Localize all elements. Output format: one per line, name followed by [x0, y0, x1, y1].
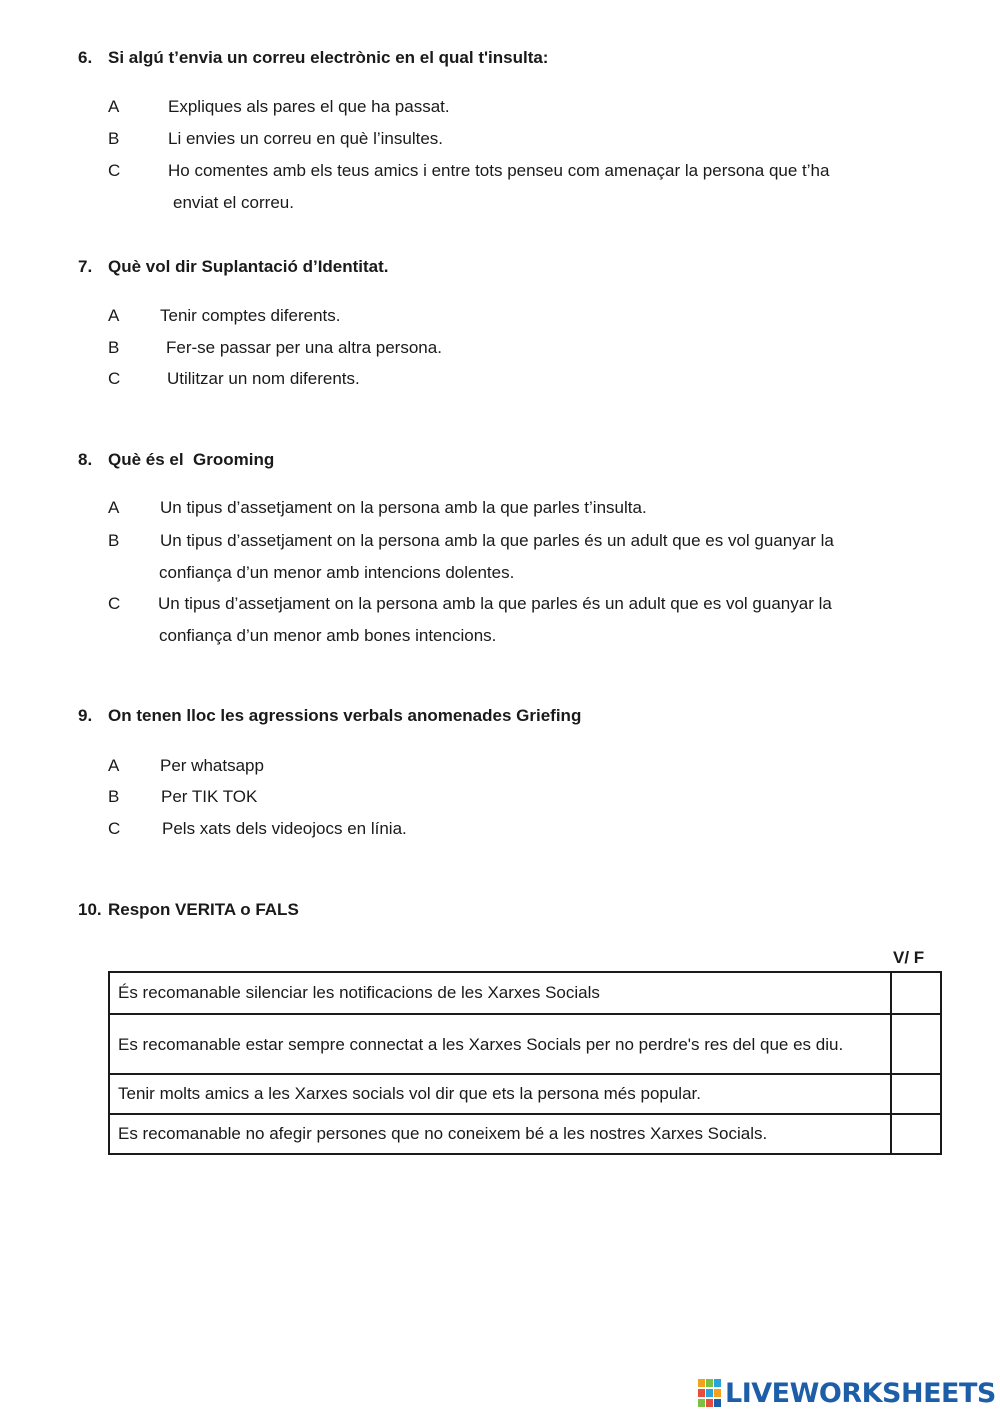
statement-cell: És recomanable silenciar les notificacions de les Xarxes Socials: [109, 972, 891, 1014]
option-text: Expliques als pares el que ha passat.: [168, 97, 450, 116]
question-number: 10.: [78, 900, 102, 919]
table-row: [109, 1114, 941, 1154]
option-text: Un tipus d’assetjament on la persona amb la que parles t’insulta.: [160, 498, 647, 517]
option-text: Un tipus d’assetjament on la persona amb la que parles és un adult que es vol guanyar la: [158, 594, 832, 613]
question-10-title: [78, 900, 299, 920]
option-letter: A: [108, 756, 120, 775]
option-text: Un tipus d’assetjament on la persona amb la que parles és un adult que es vol guanyar la: [160, 531, 834, 550]
option-letter: A: [108, 306, 120, 325]
logo-text: LIVEWORKSHEETS: [725, 1377, 996, 1409]
true-false-table: [108, 971, 942, 1155]
option-text-continued: confiança d’un menor amb bones intencions.: [159, 626, 497, 645]
option-text: Fer-se passar per una altra persona.: [166, 338, 442, 357]
option-text: Utilitzar un nom diferents.: [167, 369, 360, 388]
option-text: Per whatsapp: [160, 756, 264, 775]
statement-cell: Tenir molts amics a les Xarxes socials vol dir que ets la persona més popular.: [109, 1074, 891, 1114]
option-letter: B: [108, 531, 120, 550]
question-7-title: [78, 257, 389, 277]
option-letter: B: [108, 787, 120, 806]
question-6-title: [78, 48, 548, 68]
question-text: Si algú t’envia un correu electrònic en el qual t'insulta:: [108, 48, 549, 67]
statement-cell: Es recomanable estar sempre connectat a les Xarxes Socials per no perdre's res del que es diu.: [109, 1014, 891, 1074]
table-row: [109, 1014, 941, 1074]
question-number: 6.: [78, 48, 93, 67]
table-row: [109, 1074, 941, 1114]
question-text: On tenen lloc les agressions verbals anomenades Griefing: [108, 706, 582, 725]
option-text: Ho comentes amb els teus amics i entre tots penseu com amenaçar la persona que t’ha: [168, 161, 830, 180]
table-row: [109, 972, 941, 1014]
option-text-continued: confiança d’un menor amb intencions dolentes.: [159, 563, 515, 582]
question-number: 7.: [78, 257, 93, 276]
question-number: 8.: [78, 450, 93, 469]
answer-cell[interactable]: [891, 1014, 941, 1074]
option-letter: C: [108, 594, 121, 613]
option-letter: B: [108, 338, 120, 357]
statement-cell: Es recomanable no afegir persones que no coneixem bé a les nostres Xarxes Socials.: [109, 1114, 891, 1154]
question-text: Què és el Grooming: [108, 450, 275, 469]
option-letter: C: [108, 369, 121, 388]
option-letter: C: [108, 819, 121, 838]
option-text: Li envies un correu en què l’insultes.: [168, 129, 443, 148]
question-8-title: [78, 450, 274, 470]
liveworksheets-logo[interactable]: [698, 1377, 996, 1409]
liveworksheets-logo-icon: [698, 1379, 722, 1407]
option-letter: B: [108, 129, 120, 148]
question-text: Què vol dir Suplantació d’Identitat.: [108, 257, 389, 276]
option-text: Tenir comptes diferents.: [160, 306, 341, 325]
option-text: Pels xats dels videojocs en línia.: [162, 819, 407, 838]
option-text: Per TIK TOK: [161, 787, 258, 806]
question-text: Respon VERITA o FALS: [108, 900, 299, 919]
question-number: 9.: [78, 706, 93, 725]
true-false-column-header: V/ F: [893, 948, 925, 967]
option-text-continued: enviat el correu.: [173, 193, 294, 212]
option-letter: A: [108, 97, 120, 116]
answer-cell[interactable]: [891, 1074, 941, 1114]
option-letter: A: [108, 498, 120, 517]
option-letter: C: [108, 161, 121, 180]
question-9-title: [78, 706, 581, 726]
answer-cell[interactable]: [891, 972, 941, 1014]
answer-cell[interactable]: [891, 1114, 941, 1154]
